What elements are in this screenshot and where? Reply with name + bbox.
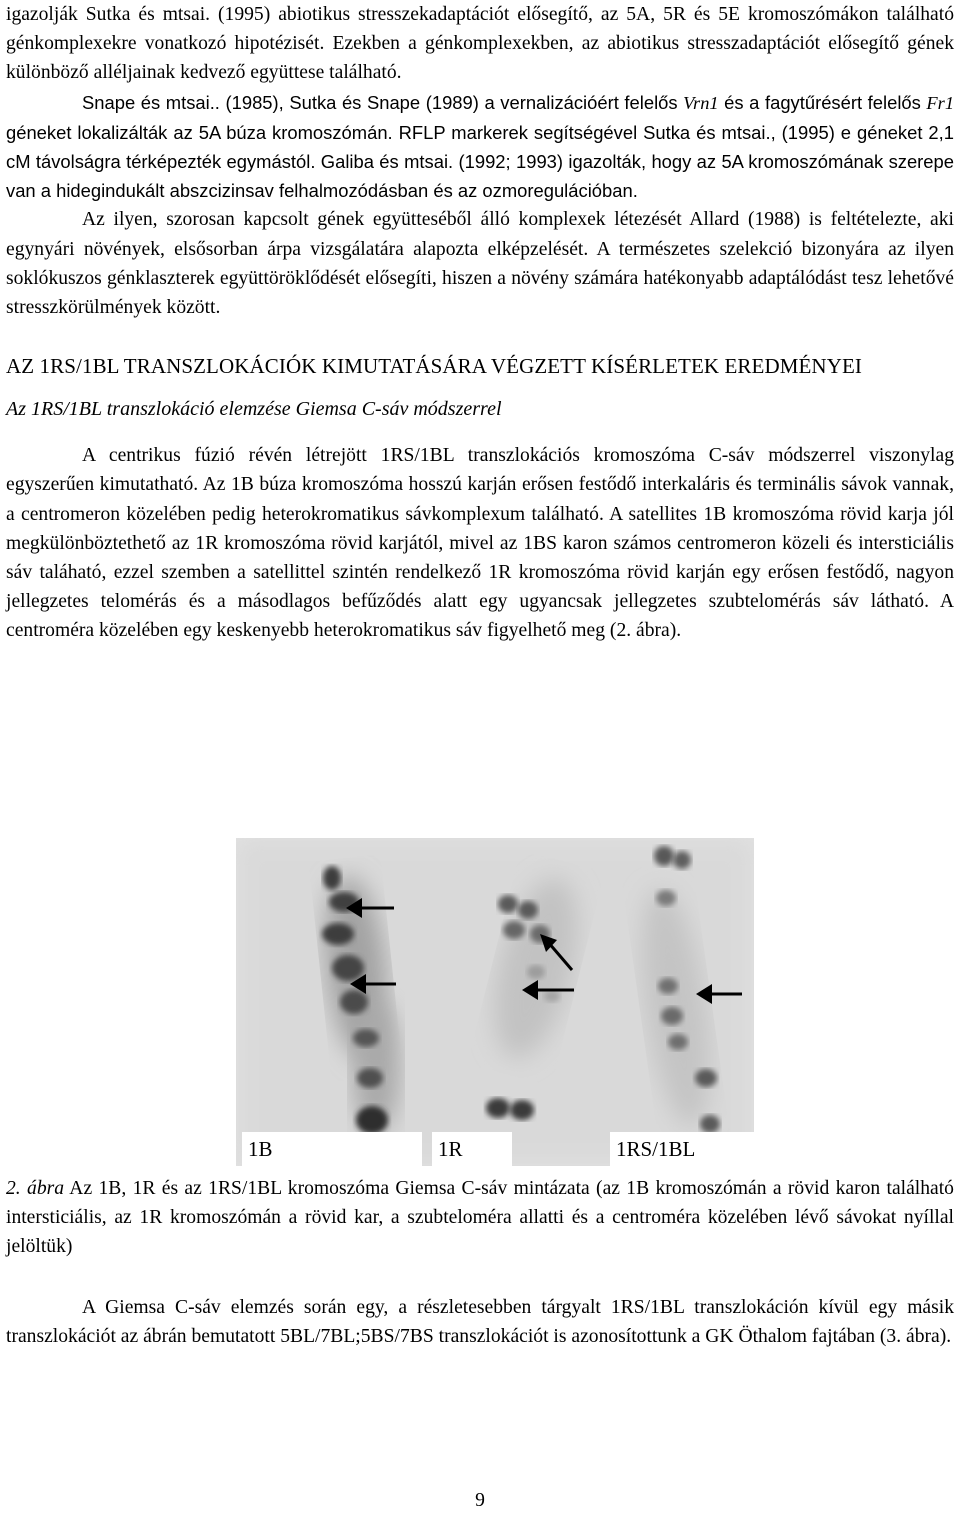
section-heading: AZ 1RS/1BL TRANSZLOKÁCIÓK KIMUTATÁSÁRA VÉGZETT KÍSÉRLETEK EREDMÉNYEI [6,354,862,379]
p2-text-a: Snape és mtsai.. (1985), Sutka és Snape (1989) a vernalizációért felelős [82,91,684,113]
figure-c-band-image [236,838,754,1166]
page-number: 9 [475,1490,485,1511]
figure-caption [6,1174,954,1261]
chromosome-micrograph [236,838,754,1166]
caption-label: 2. ábra [6,1178,65,1199]
page-content [6,0,954,646]
figure-label-1rs-1bl: 1RS/1BL [610,1132,754,1166]
gene-vrn1: Vrn1 [683,92,719,113]
final-paragraph-block [6,1293,954,1351]
gene-fr1: Fr1 [926,92,955,113]
figure-label-1r: 1R [432,1132,512,1166]
paragraph-3: Az ilyen, szorosan kapcsolt gének együtteséből álló komplexek létezését Allard (1988) is feltételezte, aki egynyári növények, elsősorban árpa vizsgálatára alapozta elképzelését. A természetes szelekció bizonyára az ilyen soklókuszos génklaszterek együttöröklődését elősegíti, hiszen a növény számára hatékonyabb adaptálódást tesz lehetővé stresszkörülmények között. [6,209,954,319]
figure-label-1b: 1B [242,1132,422,1166]
paragraph-2 [6,88,954,206]
caption-text: Az 1B, 1R és az 1RS/1BL kromoszóma Giemsa C-sáv mintázata (az 1B kromoszómán a rövid karon található intersticiális, az 1R kromoszómán a rövid kar, a szubteloméra allatti és a centroméra közelében lévő sávokat nyíllal jelöltük) [6,1178,954,1257]
final-paragraph: A Giemsa C-sáv elemzés során egy, a részletesebben tárgyalt 1RS/1BL transzlokáción kívül egy másik transzlokációt az ábrán bemutatott 5BL/7BL;5BS/7BS transzlokációt is azonosítottunk a GK Öthalom fajtában (3. ábra). [6,1297,954,1348]
paragraph-1: igazolják Sutka és mtsai. (1995) abiotikus stresszekadaptációt elősegítő, az 5A, 5R és 5E kromoszómákon található génkomplexekre vonatkozó hipotézisét. Ezekben a génkomplexekben, az abiotikus stresszadaptációt elősegítő gének különböző alléljainak kedvező együttese található. [6,4,954,84]
p2-text-b: és a fagytűrésért felelős [718,91,927,113]
section-subheading: Az 1RS/1BL transzlokáció elemzése Giemsa C-sáv módszerrel [6,398,502,421]
section-body: A centrikus fúzió révén létrejött 1RS/1BL transzlokációs kromoszóma C-sáv módszerrel viszonylag egyszerűen kimutatható. Az 1B búza kromoszóma hosszú karján erősen festődő interkaláris és terminális sávok vannak, a centromeron közelében pedig heterokromatikus sávkomplexum található. A satellites 1B kromoszóma rövid karja jól megkülönböztethető az 1R kromoszóma rövid karjától, mivel az 1BS karon számos centromeron közeli és intersticiális sáv taláható, ezzel szemben a satellittel szintén rendelkező 1R kromoszóma rövid karján egy erősen festődő, nagyon jellegzetes telomérás és a másodlagos befűződés alatt egy ugyancsak jellegzetes szubtelomérás sáv látható. A centroméra közelében egy keskenyebb heterokromatikus sáv figyelhető meg (2. ábra). [6,445,954,642]
p2-text-c: géneket lokalizálták az 5A búza kromoszómán. RFLP markerek segítségével Sutka és mtsai., (1995) e géneket 2,1 cM távolságra térképezték egymástól. Galiba és mtsai. (1992; 1993) igazolták, hogy az 5A kromoszómának szerepe van a hidegindukált abszcizinsav felhalmozódásban és az ozmoregulációban. [6,121,954,202]
